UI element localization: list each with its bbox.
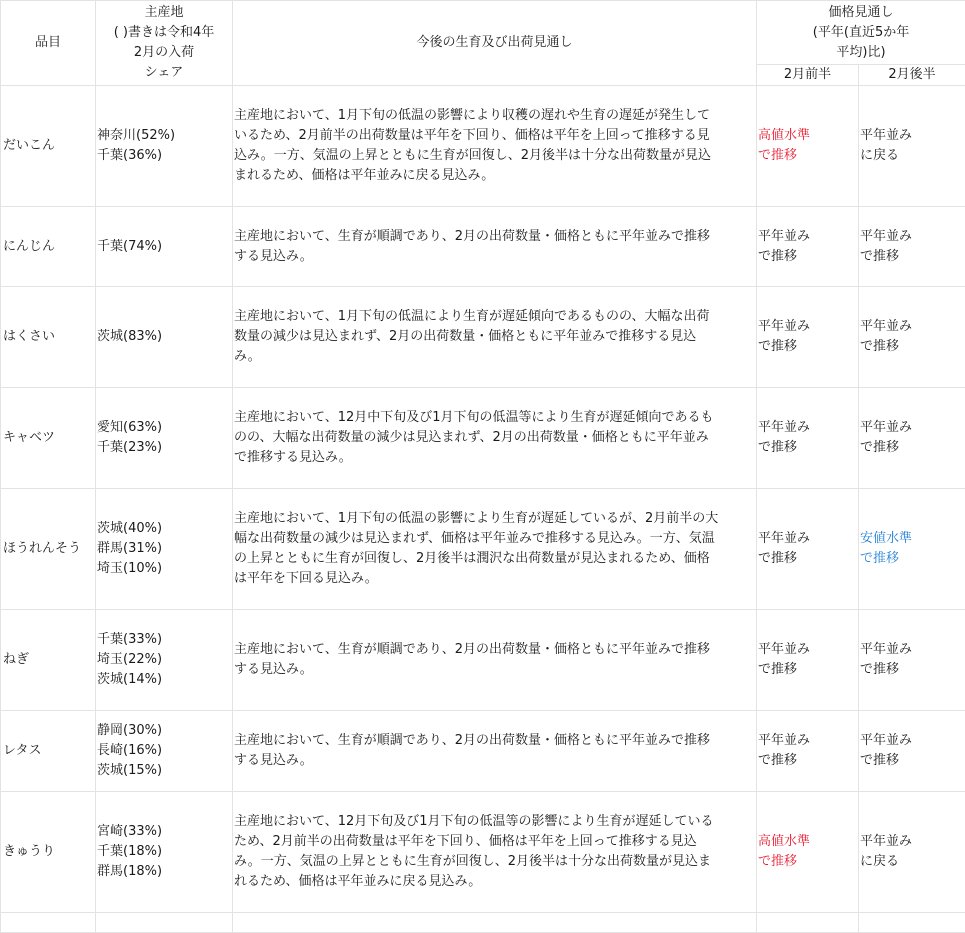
header-item: 品目 <box>1 1 96 86</box>
outlook-line: 主産地において、生育が順調であり、2月の出荷数量・価格ともに平年並みで推移 <box>234 640 754 660</box>
item-cell: だいこん <box>1 86 96 207</box>
table-row <box>1 610 965 711</box>
outlook-line: 主産地において、生育が順調であり、2月の出荷数量・価格ともに平年並みで推移 <box>234 731 754 751</box>
area-share: 静岡(30%) <box>97 721 232 741</box>
price-second-half-text: で推移 <box>860 660 965 680</box>
table-row <box>1 489 965 610</box>
table-body <box>1 86 965 933</box>
area-share: 千葉(36%) <box>97 146 232 166</box>
table-row <box>1 86 965 207</box>
price-first-half-text: で推移 <box>758 751 858 771</box>
producing-area-cell <box>96 86 233 207</box>
price-first-half-text: 平年並み <box>758 529 858 549</box>
header-area-line: 主産地 <box>96 3 232 23</box>
price-second-half-text: で推移 <box>860 549 965 569</box>
price-first-half-cell <box>757 207 859 287</box>
header-area-line: 2月の入荷 <box>96 43 232 63</box>
price-second-half-cell <box>859 86 965 207</box>
table-header <box>1 1 965 86</box>
area-share: 千葉(18%) <box>97 842 232 862</box>
outlook-line: いるため、2月前半の出荷数量は平年を下回り、価格は平年を上回って推移する見 <box>234 126 754 146</box>
price-second-half-cell <box>859 388 965 489</box>
header-price <box>757 1 965 65</box>
outlook-text-cell <box>233 207 757 287</box>
header-area-line: ( )書きは令和4年 <box>96 23 232 43</box>
producing-area-cell <box>96 489 233 610</box>
area-share: 埼玉(22%) <box>97 650 232 670</box>
price-first-half-text: で推移 <box>758 337 858 357</box>
price-second-half-text: 平年並み <box>860 640 965 660</box>
outlook-line: 主産地において、12月中下旬及び1月下旬の低温等により生育が遅延傾向であるも <box>234 408 754 428</box>
outlook-line: 数量の減少は見込まれず、2月の出荷数量・価格ともに平年並みで推移する見込 <box>234 327 754 347</box>
outlook-line: 主産地において、1月下旬の低温の影響により生育が遅延しているが、2月前半の大 <box>234 509 754 529</box>
outlook-text-cell <box>233 86 757 207</box>
item-cell: キャベツ <box>1 388 96 489</box>
price-first-half-text: で推移 <box>758 438 858 458</box>
header-area-line: シェア <box>96 63 232 83</box>
outlook-line: は平年を下回る見込み。 <box>234 569 754 589</box>
producing-area-cell <box>96 792 233 913</box>
table-row <box>1 287 965 388</box>
price-first-half-text: で推移 <box>758 146 858 166</box>
outlook-line: 幅な出荷数量の減少は見込まれず、価格は平年並みで推移する見込み。一方、気温 <box>234 529 754 549</box>
area-share: 長崎(16%) <box>97 741 232 761</box>
price-first-half-text: 平年並み <box>758 731 858 751</box>
price-first-half-cell <box>757 86 859 207</box>
price-first-half-cell <box>757 388 859 489</box>
price-second-half-cell <box>859 207 965 287</box>
price-first-half-text: で推移 <box>758 852 858 872</box>
outlook-line: する見込み。 <box>234 751 754 771</box>
area-share: 茨城(15%) <box>97 761 232 781</box>
producing-area-cell <box>96 610 233 711</box>
price-first-half-text: 高値水準 <box>758 126 858 146</box>
outlook-text-cell <box>233 489 757 610</box>
price-second-half-text: 平年並み <box>860 227 965 247</box>
area-share: 茨城(83%) <box>97 327 232 347</box>
item-cell: はくさい <box>1 287 96 388</box>
price-second-half-text: で推移 <box>860 337 965 357</box>
header-second-half: 2月後半 <box>859 65 965 86</box>
outlook-text-cell <box>233 287 757 388</box>
outlook-line: する見込み。 <box>234 660 754 680</box>
price-first-half-cell <box>757 792 859 913</box>
header-outlook: 今後の生育及び出荷見通し <box>233 1 757 86</box>
outlook-line: ため、2月前半の出荷数量は平年を下回り、価格は平年を上回って推移する見込 <box>234 832 754 852</box>
price-first-half-text: 平年並み <box>758 418 858 438</box>
header-first-half: 2月前半 <box>757 65 859 86</box>
price-first-half-text: 平年並み <box>758 227 858 247</box>
price-second-half-text: 平年並み <box>860 418 965 438</box>
table-row <box>1 388 965 489</box>
item-cell: にんじん <box>1 207 96 287</box>
area-share: 千葉(23%) <box>97 438 232 458</box>
outlook-line: で推移する見込み。 <box>234 448 754 468</box>
outlook-text-cell <box>233 388 757 489</box>
producing-area-cell <box>96 388 233 489</box>
outlook-line: 主産地において、生育が順調であり、2月の出荷数量・価格ともに平年並みで推移 <box>234 227 754 247</box>
outlook-line: み。 <box>234 347 754 367</box>
header-area <box>96 1 233 86</box>
area-share: 愛知(63%) <box>97 418 232 438</box>
outlook-line: する見込み。 <box>234 247 754 267</box>
price-first-half-text: で推移 <box>758 549 858 569</box>
price-first-half-cell <box>757 489 859 610</box>
area-share: 茨城(40%) <box>97 519 232 539</box>
item-cell: ほうれんそう <box>1 489 96 610</box>
price-second-half-text: 平年並み <box>860 317 965 337</box>
price-second-half-cell <box>859 711 965 792</box>
outlook-line: 主産地において、1月下旬の低温の影響により収穫の遅れや生育の遅延が発生して <box>234 106 754 126</box>
area-share: 千葉(74%) <box>97 237 232 257</box>
outlook-line: 込み。一方、気温の上昇とともに生育が回復し、2月後半は十分な出荷数量が見込 <box>234 146 754 166</box>
producing-area-cell <box>96 207 233 287</box>
area-share: 神奈川(52%) <box>97 126 232 146</box>
outlook-line: のの、大幅な出荷数量の減少は見込まれず、2月の出荷数量・価格ともに平年並み <box>234 428 754 448</box>
producing-area-cell <box>96 287 233 388</box>
price-second-half-cell <box>859 610 965 711</box>
price-first-half-cell <box>757 610 859 711</box>
price-second-half-cell <box>859 792 965 913</box>
price-first-half-text: 平年並み <box>758 640 858 660</box>
outlook-text-cell <box>233 792 757 913</box>
price-second-half-text: で推移 <box>860 247 965 267</box>
price-first-half-cell <box>757 287 859 388</box>
area-share: 千葉(33%) <box>97 630 232 650</box>
outlook-line: の上昇とともに生育が回復し、2月後半は潤沢な出荷数量が見込まれるため、価格 <box>234 549 754 569</box>
area-share: 宮崎(33%) <box>97 822 232 842</box>
price-first-half-cell <box>757 711 859 792</box>
area-share: 群馬(31%) <box>97 539 232 559</box>
item-cell: レタス <box>1 711 96 792</box>
outlook-text-cell <box>233 610 757 711</box>
price-second-half-text: 平年並み <box>860 731 965 751</box>
header-price-line: (平年(直近5か年 <box>757 23 965 43</box>
outlook-line: 主産地において、1月下旬の低温により生育が遅延傾向であるものの、大幅な出荷 <box>234 307 754 327</box>
price-second-half-text: で推移 <box>860 751 965 771</box>
price-first-half-text: で推移 <box>758 660 858 680</box>
price-second-half-text: で推移 <box>860 438 965 458</box>
table-row <box>1 792 965 913</box>
outlook-line: み。一方、気温の上昇とともに生育が回復し、2月後半は十分な出荷数量が見込ま <box>234 852 754 872</box>
price-second-half-text: 安値水準 <box>860 529 965 549</box>
area-share: 埼玉(10%) <box>97 559 232 579</box>
header-price-line: 平均)比) <box>757 43 965 63</box>
item-cell: ねぎ <box>1 610 96 711</box>
price-second-half-text: に戻る <box>860 852 965 872</box>
price-first-half-text: 高値水準 <box>758 832 858 852</box>
outlook-line: まれるため、価格は平年並みに戻る見込み。 <box>234 166 754 186</box>
outlook-line: 主産地において、12月下旬及び1月下旬の低温等の影響により生育が遅延している <box>234 812 754 832</box>
outlook-text-cell <box>233 711 757 792</box>
price-second-half-cell <box>859 489 965 610</box>
area-share: 群馬(18%) <box>97 862 232 882</box>
price-second-half-text: 平年並み <box>860 832 965 852</box>
outlook-line: れるため、価格は平年並みに戻る見込み。 <box>234 872 754 892</box>
area-share: 茨城(14%) <box>97 670 232 690</box>
price-first-half-text: 平年並み <box>758 317 858 337</box>
price-first-half-text: で推移 <box>758 247 858 267</box>
price-second-half-text: に戻る <box>860 146 965 166</box>
item-cell: きゅうり <box>1 792 96 913</box>
price-second-half-text: 平年並み <box>860 126 965 146</box>
header-price-line: 価格見通し <box>757 3 965 23</box>
price-second-half-cell <box>859 287 965 388</box>
table-row <box>1 207 965 287</box>
table-row <box>1 711 965 792</box>
producing-area-cell <box>96 711 233 792</box>
